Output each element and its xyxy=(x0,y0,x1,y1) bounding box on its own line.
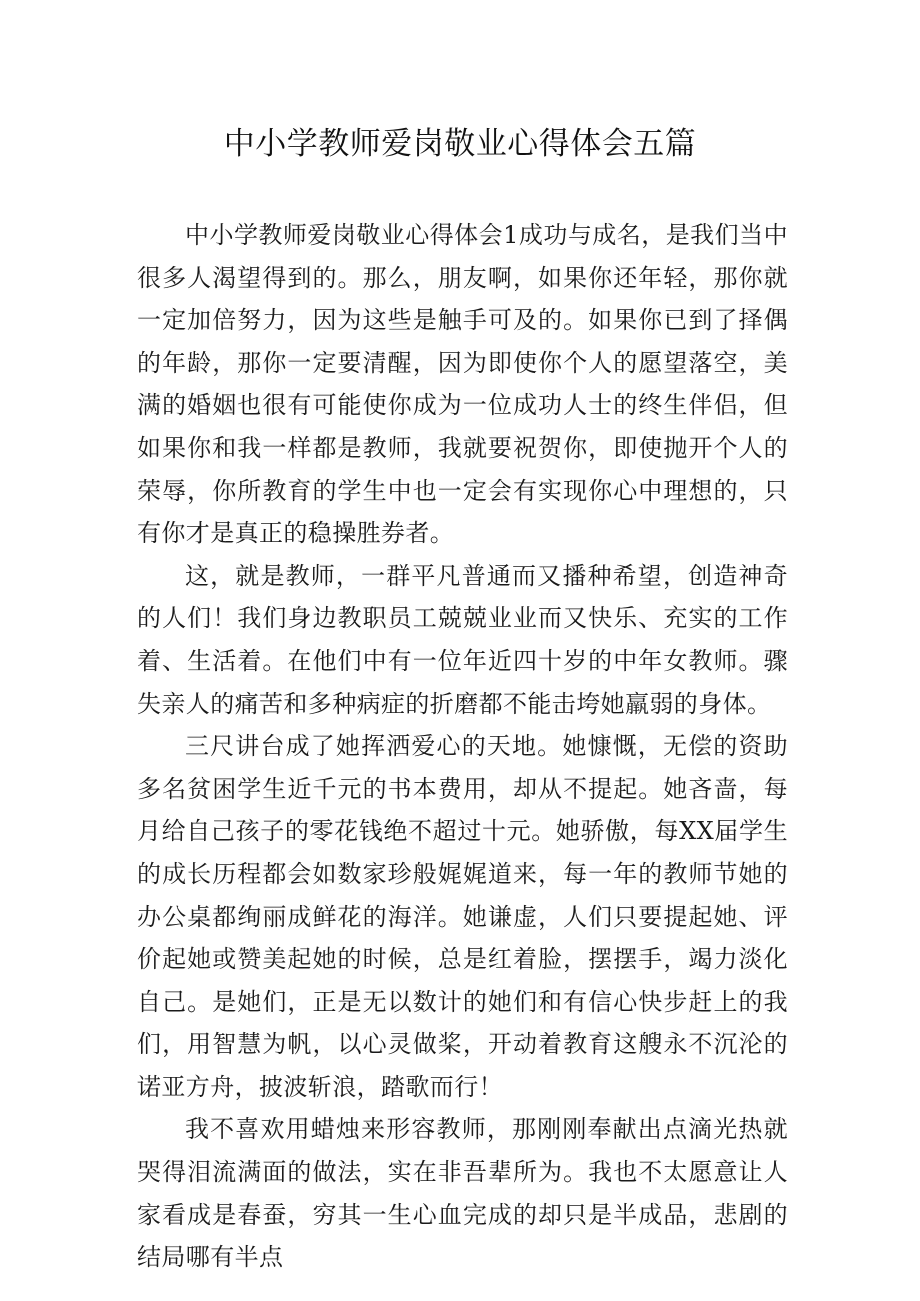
paragraph-4: 我不喜欢用蜡烛来形容教师，那刚刚奉献出点滴光热就哭得泪流满面的做法，实在非吾辈所为。我也不太愿意让人家看成是春蚕，穷其一生心血完成的却只是半成品，悲剧的结局哪有半点 xyxy=(137,1115,788,1272)
paragraph-3: 三尺讲台成了她挥洒爱心的天地。她慷慨，无偿的资助多名贫困学生近千元的书本费用，却从不提起。她吝啬，每月给自己孩子的零花钱绝不超过十元。她骄傲，每XX届学生的成长历程都会如数家珍般娓娓道来，每一年的教师节她的办公桌都绚丽成鲜花的海洋。她谦虚，人们只要提起她、评价起她或赞美起她的时候，总是红着脸，摆摆手，竭力淡化自己。是她们，正是无以数计的她们和有信心快步赶上的我们，用智慧为帆，以心灵做桨，开动着教育这艘永不沉沦的诺亚方舟，披波斩浪，踏歌而行！ xyxy=(137,732,788,1101)
document-title: 中小学教师爱岗敬业心得体会五篇 xyxy=(223,126,697,162)
document-body xyxy=(137,214,788,1279)
paragraph-2: 这，就是教师，一群平凡普通而又播种希望，创造神奇的人们！我们身边教职员工兢兢业业而又快乐、充实的工作着、生活着。在他们中有一位年近四十岁的中年女教师。骤失亲人的痛苦和多种病症的折磨都不能击垮她羸弱的身体。 xyxy=(137,561,788,718)
paragraph-1: 中小学教师爱岗敬业心得体会1成功与成名，是我们当中很多人渴望得到的。那么，朋友啊，如果你还年轻，那你就一定加倍努力，因为这些是触手可及的。如果你已到了择偶的年龄，那你一定要清醒，因为即使你个人的愿望落空，美满的婚姻也很有可能使你成为一位成功人士的终生伴侣，但如果你和我一样都是教师，我就要祝贺你，即使抛开个人的荣辱，你所教育的学生中也一定会有实现你心中理想的，只有你才是真正的稳操胜券者。 xyxy=(137,221,788,548)
